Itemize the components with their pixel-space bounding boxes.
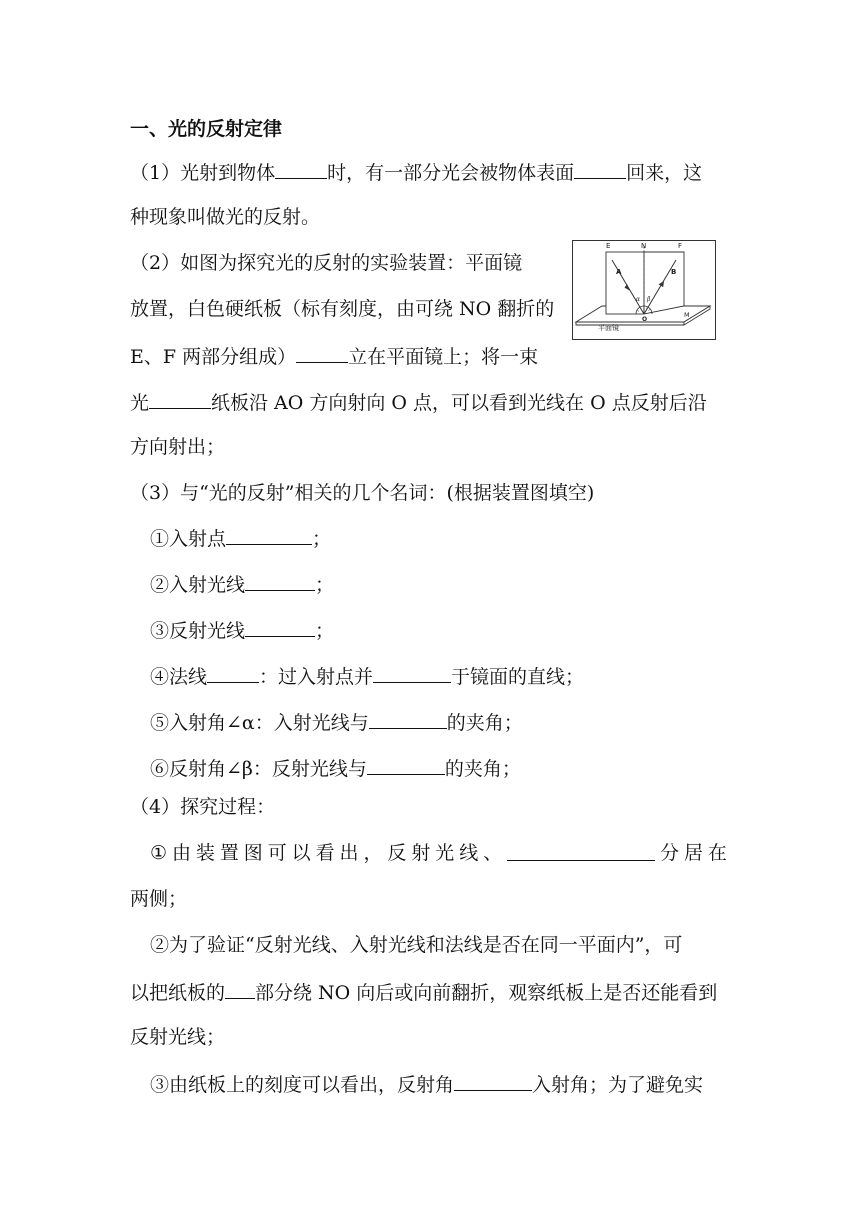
apparatus-figure <box>572 240 716 340</box>
q4-step-2-line2-a: 以把纸板的 <box>130 982 226 1004</box>
q4-step-2-line1: ②为了验证“反射光线、入射光线和法线是否在同一平面内”，可 <box>150 934 683 956</box>
q1-line1 <box>130 160 702 184</box>
q4-s1-char: ， <box>363 842 383 864</box>
q4-s1-char: 以 <box>291 842 311 864</box>
q4-s1-char: 线 <box>459 842 479 864</box>
q3-item-6-end: 的夹角； <box>444 758 521 780</box>
q4-s1-char: 居 <box>683 842 703 864</box>
q4-step-2-line2-b: 部分绕 NO 向后或向前翻折，观察纸板上是否还能看到 <box>255 982 718 1004</box>
q4-s1-char: 射 <box>411 842 431 864</box>
q3-item-1-end: ； <box>312 528 332 550</box>
label-alpha: α <box>636 296 641 303</box>
q1-blank-1[interactable] <box>275 160 327 179</box>
q3-item-5-label: ⑤入射角∠α：入射光线与 <box>150 712 369 734</box>
q2-line4-a: 光 <box>130 392 150 414</box>
q2-line1: （2）如图为探究光的反射的实验装置：平面镜 <box>130 252 523 274</box>
q3-item-2 <box>150 572 334 596</box>
q4-step-2-line2 <box>130 980 717 1004</box>
label-a: A <box>616 268 622 276</box>
section-title: 一、光的反射定律 <box>130 118 283 140</box>
q2-line3-a: E、F 两部分组成） <box>130 346 297 368</box>
q3-item-1-label: ①入射点 <box>150 528 227 550</box>
q2-line4 <box>130 390 707 414</box>
label-n: N <box>641 242 647 250</box>
q3-item-2-label: ②入射光线 <box>150 574 246 596</box>
q4-s1-char: 装 <box>195 842 215 864</box>
label-f: F <box>678 242 683 250</box>
q4-step-3-a: ③由纸板上的刻度可以看出，反射角 <box>150 1074 455 1096</box>
q3-item-4-mid: ：过入射点并 <box>259 666 374 688</box>
q3-item-4 <box>150 664 584 688</box>
q4-blank-1[interactable] <box>507 842 655 861</box>
mirror-front <box>576 322 684 325</box>
q4-blank-2[interactable] <box>225 980 255 999</box>
q4-s1-char: 分 <box>660 842 680 864</box>
label-o: O <box>642 316 648 323</box>
q4-s1-char: 看 <box>315 842 335 864</box>
q4-s1-char: 光 <box>435 842 455 864</box>
label-e: E <box>606 242 611 250</box>
q3-item-4-end: 于镜面的直线； <box>451 666 585 688</box>
label-beta: β <box>647 296 651 303</box>
q3-item-5 <box>150 710 523 734</box>
q3-item-3-end: ； <box>315 620 335 642</box>
q4-s1-char: 可 <box>267 842 287 864</box>
q4-step-1-line1 <box>150 842 727 864</box>
q3-item-3 <box>150 618 334 642</box>
q3-item-6-label: ⑥反射角∠β：反射光线与 <box>150 758 367 780</box>
q4-s1-char: 图 <box>243 842 263 864</box>
q4-s1-char: 、 <box>483 842 503 864</box>
q2-line3-b: 立在平面镜上；将一束 <box>348 346 539 368</box>
q4-step-1-line2: 两侧； <box>130 888 188 910</box>
q3-blank-4a[interactable] <box>207 664 259 683</box>
q4-step-3-line1 <box>150 1072 703 1096</box>
q4-s1-char: 由 <box>171 842 191 864</box>
q4-intro: （4）探究过程： <box>130 796 276 818</box>
q2-blank-2[interactable] <box>149 390 211 409</box>
q4-step-2-line3: 反射光线； <box>130 1026 226 1048</box>
q3-blank-1[interactable] <box>226 526 312 545</box>
q2-line5: 方向射出； <box>130 436 226 458</box>
q2-line4-b: 纸板沿 AO 方向射向 O 点，可以看到光线在 O 点反射后沿 <box>211 392 707 414</box>
q1-text-a: （1）光射到物体 <box>130 162 276 184</box>
q4-s1-char: 置 <box>219 842 239 864</box>
q4-s1-char: 出 <box>339 842 359 864</box>
q2-blank-1[interactable] <box>296 344 348 363</box>
q4-s1-char: ① <box>150 842 168 864</box>
label-m: M <box>684 311 690 319</box>
q3-blank-6[interactable] <box>367 756 445 775</box>
q3-item-3-label: ③反射光线 <box>150 620 246 642</box>
q3-item-5-end: 的夹角； <box>446 712 523 734</box>
q1-text-b: 时，有一部分光会被物体表面 <box>327 162 575 184</box>
q3-intro: （3）与“光的反射”相关的几个名词：(根据装置图填空) <box>130 482 595 504</box>
q3-item-1 <box>150 526 331 550</box>
label-b: B <box>671 268 677 276</box>
q3-item-6 <box>150 756 521 780</box>
q3-blank-3[interactable] <box>245 618 315 637</box>
q4-blank-3[interactable] <box>454 1072 532 1091</box>
q3-item-4-label: ④法线 <box>150 666 208 688</box>
q2-line2: 放置，白色硬纸板（标有刻度，由可绕 NO 翻折的 <box>130 298 555 320</box>
q2-line3 <box>130 344 538 368</box>
q4-s1-char: 在 <box>707 842 727 864</box>
q4-s1-char: 反 <box>387 842 407 864</box>
q3-item-2-end: ； <box>315 574 335 596</box>
q3-blank-4b[interactable] <box>373 664 451 683</box>
q3-blank-5[interactable] <box>369 710 447 729</box>
q1-text-c: 回来，这 <box>626 162 703 184</box>
q4-step-3-b: 入射角；为了避免实 <box>532 1074 704 1096</box>
label-mirror: 平面镜 <box>598 324 619 332</box>
q3-blank-2[interactable] <box>245 572 315 591</box>
q1-blank-2[interactable] <box>574 160 626 179</box>
q1-line2: 种现象叫做光的反射。 <box>130 206 321 228</box>
